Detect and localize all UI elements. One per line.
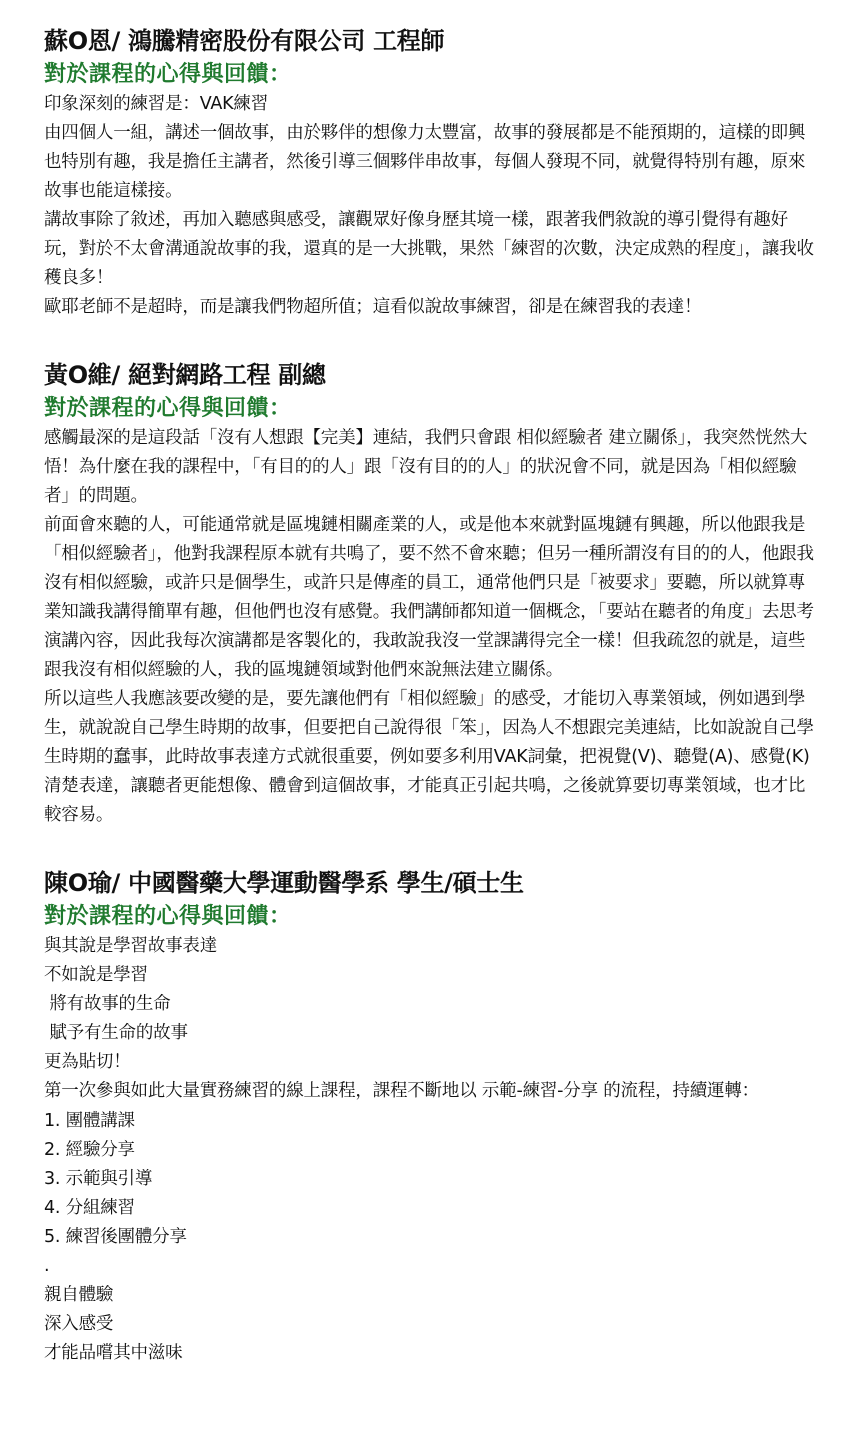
feedback-paragraph: 講故事除了敘述，再加入聽感與感受，讓觀眾好像身歷其境一樣，跟著我們敘說的導引覺得有趣好玩，對於不太會溝通說故事的我，還真的是一大挑戰，果然「練習的次數，決定成熟的程度」，讓我收穫良多！ xyxy=(44,210,814,288)
author-name: 黃O維/ 絕對網路工程 副總 xyxy=(44,361,326,389)
list-item: 2. 經驗分享 xyxy=(44,1139,135,1160)
feedback-heading: 對於課程的心得與回饋： xyxy=(44,903,292,929)
list-item: 3. 示範與引導 xyxy=(44,1168,153,1189)
feedback-line: 更為貼切！ xyxy=(44,1052,131,1073)
feedback-line: 賦予有生命的故事 xyxy=(44,1023,188,1044)
separator-dot: . xyxy=(44,1256,50,1277)
feedback-line: 將有故事的生命 xyxy=(44,994,171,1015)
feedback-line: 親自體驗 xyxy=(44,1285,114,1306)
testimonial-entry-3 xyxy=(44,866,820,1368)
author-name: 陳O瑜/ 中國醫藥大學運動醫學系 學生/碩士生 xyxy=(44,869,524,897)
feedback-heading: 對於課程的心得與回饋： xyxy=(44,61,292,87)
feedback-line: 與其說是學習故事表達 xyxy=(44,936,217,956)
list-item: 4. 分組練習 xyxy=(44,1197,135,1218)
feedback-paragraph: 歐耶老師不是超時，而是讓我們物超所值；這看似說故事練習，卻是在練習我的表達！ xyxy=(44,297,702,317)
feedback-line: 深入感受 xyxy=(44,1314,114,1335)
testimonial-entry-2 xyxy=(44,358,820,830)
author-name: 蘇O恩/ 鴻騰精密股份有限公司 工程師 xyxy=(44,27,445,55)
feedback-paragraph: 所以這些人我應該要改變的是，要先讓他們有「相似經驗」的感受，才能切入專業領域，例如遇到學生，就說說自己學生時期的故事，但要把自己說得很「笨」，因為人不想跟完美連結，比如說說自己學生時期的蠢事，此時故事表達方式就很重要，例如要多利用VAK詞彙，把視覺(V)、聽覺(A)、感覺(K)清楚表達，讓聽者更能想像、體會到這個故事，才能真正引起共鳴，之後就算要切專業領域，也才比較容易。 xyxy=(44,689,814,825)
feedback-line: 才能品嚐其中滋味 xyxy=(44,1343,183,1364)
feedback-paragraph: 前面會來聽的人，可能通常就是區塊鏈相關產業的人，或是他本來就對區塊鏈有興趣，所以他跟我是「相似經驗者」，他對我課程原本就有共鳴了，要不然不會來聽；但另一種所謂沒有目的的人，他跟我沒有相似經驗，或許只是個學生，或許只是傳產的員工，通常他們只是「被要求」要聽，所以就算專業知識我講得簡單有趣，但他們也沒有感覺。我們講師都知道一個概念，「要站在聽者的角度」去思考演講內容，因此我每次演講都是客製化的，我敢說我沒一堂課講得完全一樣！但我疏忽的就是，這些跟我沒有相似經驗的人，我的區塊鏈領域對他們來說無法建立關係。 xyxy=(44,515,814,680)
feedback-paragraph: 印象深刻的練習是：VAK練習 xyxy=(44,94,268,114)
testimonial-entry-1 xyxy=(44,24,820,322)
list-item: 5. 練習後團體分享 xyxy=(44,1226,187,1247)
feedback-paragraph: 由四個人一組，講述一個故事，由於夥伴的想像力太豐富，故事的發展都是不能預期的，這樣的即興也特別有趣，我是擔任主講者，然後引導三個夥伴串故事，每個人發現不同，就覺得特別有趣，原來故事也能這樣接。 xyxy=(44,123,806,201)
feedback-line: 第一次參與如此大量實務練習的線上課程，課程不斷地以 示範-練習-分享 的流程，持續運轉： xyxy=(44,1081,759,1102)
feedback-heading: 對於課程的心得與回饋： xyxy=(44,395,292,421)
list-item: 1. 團體講課 xyxy=(44,1110,135,1131)
feedback-line: 不如說是學習 xyxy=(44,965,148,986)
feedback-paragraph: 感觸最深的是這段話「沒有人想跟【完美】連結，我們只會跟 相似經驗者 建立關係」，我突然恍然大悟！為什麼在我的課程中，「有目的的人」跟「沒有目的的人」的狀況會不同，就是因為「相似經驗者」的問題。 xyxy=(44,428,808,506)
